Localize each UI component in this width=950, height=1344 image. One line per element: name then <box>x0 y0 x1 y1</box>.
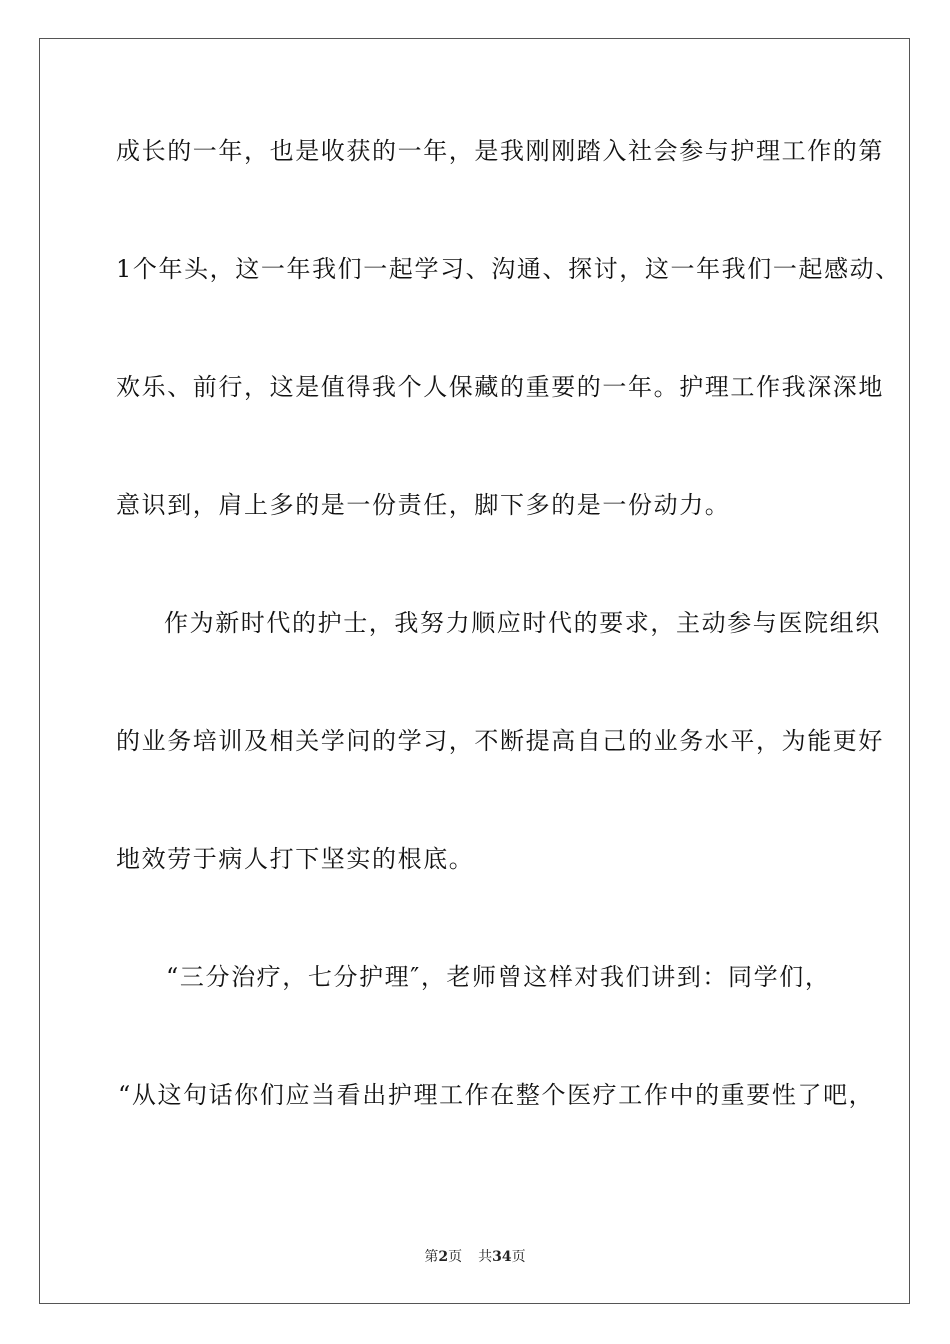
footer-page-number: 2 <box>438 1249 449 1265</box>
text-line-8: “三分治疗，七分护理″，老师曾这样对我们讲到：同学们， <box>166 963 831 991</box>
footer-page-suffix: 页 <box>448 1249 463 1265</box>
text-line-7: 地效劳于病人打下坚实的根底。 <box>116 845 475 873</box>
page-frame <box>39 38 910 1304</box>
text-line-6: 的业务培训及相关学问的学习，不断提高自己的业务水平，为能更好 <box>116 727 884 755</box>
text-line-4: 意识到，肩上多的是一份责任，脚下多的是一份动力。 <box>116 491 731 519</box>
footer-total-suffix: 页 <box>511 1249 526 1265</box>
text-line-2: 1个年头，这一年我们一起学习、沟通、探讨，这一年我们一起感动、 <box>116 255 901 283</box>
text-line-5: 作为新时代的护士，我努力顺应时代的要求，主动参与医院组织 <box>164 609 881 637</box>
footer-page-prefix: 第 <box>424 1249 439 1265</box>
text-line-9: “从这句话你们应当看出护理工作在整个医疗工作中的重要性了吧， <box>118 1081 875 1109</box>
page-footer <box>0 1248 950 1266</box>
text-line-1: 成长的一年，也是收获的一年，是我刚刚踏入社会参与护理工作的第 <box>116 137 884 165</box>
text-line-3: 欢乐、前行，这是值得我个人保藏的重要的一年。护理工作我深深地 <box>116 373 884 401</box>
footer-total-pages: 34 <box>492 1249 512 1265</box>
footer-total-prefix: 共 <box>478 1249 493 1265</box>
